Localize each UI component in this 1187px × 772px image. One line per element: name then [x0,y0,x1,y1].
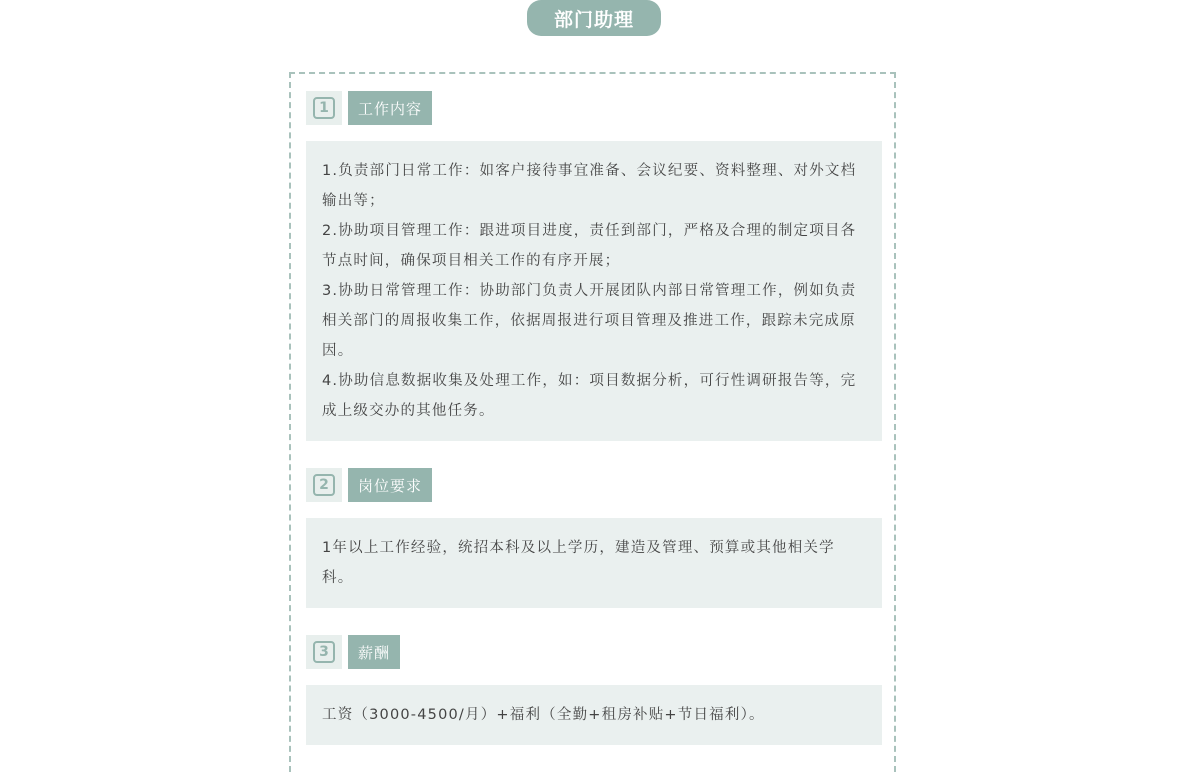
section-number-box [306,635,342,669]
section-header-requirements [306,468,432,502]
section-body-requirements [306,518,882,608]
section-heading: 岗位要求 [348,468,432,502]
section-number-box [306,468,342,502]
section-body-salary [306,685,882,745]
section-heading: 工作内容 [348,91,432,125]
paragraph: 工资（3000-4500/月）+福利（全勤+租房补贴+节日福利）。 [322,707,765,723]
paragraph: 4.协助信息数据收集及处理工作，如：项目数据分析，可行性调研报告等，完成上级交办的其他任务。 [322,373,857,419]
paragraph: 1.负责部门日常工作：如客户接待事宜准备、会议纪要、资料整理、对外文档输出等； [322,163,857,209]
paragraph: 1年以上工作经验，统招本科及以上学历，建造及管理、预算或其他相关学科。 [322,540,835,586]
job-card [289,72,896,772]
section-heading: 薪酬 [348,635,400,669]
section-number: 2 [313,474,335,496]
section-header-work-content [306,91,432,125]
paragraph: 3.协助日常管理工作：协助部门负责人开展团队内部日常管理工作，例如负责相关部门的周报收集工作，依据周报进行项目管理及推进工作，跟踪未完成原因。 [322,283,857,359]
section-header-salary [306,635,400,669]
paragraph: 2.协助项目管理工作：跟进项目进度，责任到部门，严格及合理的制定项目各节点时间，确保项目相关工作的有序开展； [322,223,857,269]
section-number: 3 [313,641,335,663]
page-title: 部门助理 [527,0,661,36]
section-number: 1 [313,97,335,119]
section-number-box [306,91,342,125]
section-body-work-content [306,141,882,441]
